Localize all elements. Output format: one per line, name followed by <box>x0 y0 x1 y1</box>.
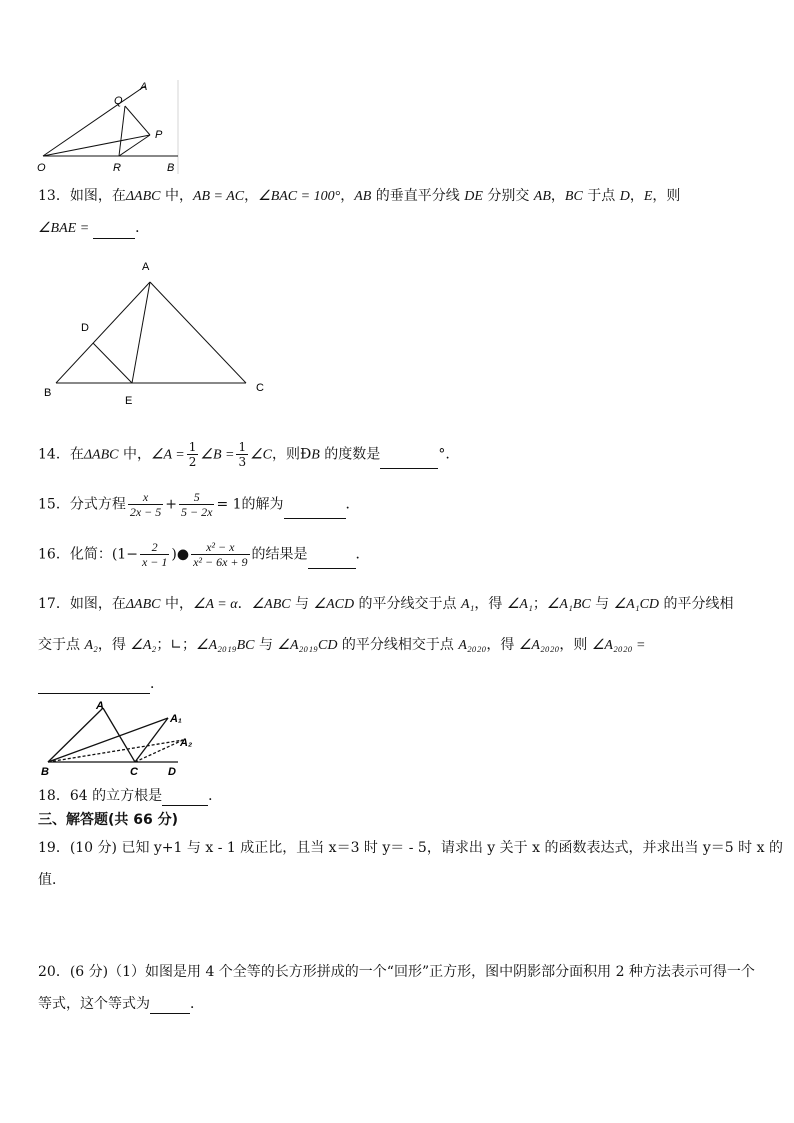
answer-blank <box>162 791 208 806</box>
answer-blank <box>380 454 438 469</box>
question-20-line2: 等式，这个等式为 ． <box>38 996 204 1012</box>
question-14: 14．在ΔABC 中，∠A = $\frac{1}{2}$ ∠B = $\frac{1}{3}$ ∠C，则ÐB 的度数是 °. <box>38 440 450 469</box>
question-17-line3: ． <box>38 674 164 694</box>
answer-blank <box>93 224 135 239</box>
question-19: 19．(10 分) 已知 y+1 与 x - 1 成正比，且当 x＝3 时 y＝ - 5，请求出 y 关于 x 的函数表达式，并求出当 y＝5 时 x 的 <box>38 840 783 856</box>
label-E: E <box>125 395 133 407</box>
fraction: $\frac{\text{x² − x}}{\text{x² − 6x + 9}}$ <box>193 540 248 569</box>
angle-figure <box>35 78 185 176</box>
answer-blank <box>284 504 346 519</box>
question-13: 13．如图，在ΔABC 中，AB = AC，∠BAC = 100°，AB 的垂直平分线 DE 分别交 AB，BC 于点 D，E，则 <box>38 188 681 204</box>
question-13-line2: ∠BAE = ． <box>38 218 149 239</box>
question-19-line2: 值． <box>38 872 66 888</box>
label-C: C <box>256 382 264 394</box>
question-16: 16．化简：(1− $\frac{2}{x - 1}$ )● $\frac{\text{x² − x}}{\text{x² − 6x + 9}}$ 的结果是 ． <box>38 540 370 569</box>
label-D: D <box>81 322 89 334</box>
label-A: A <box>140 81 148 93</box>
label-A1: A₁ <box>170 713 182 725</box>
label-B: B <box>44 387 52 399</box>
label-Q: Q <box>114 95 123 107</box>
question-18: 18．64 的立方根是 ． <box>38 788 223 804</box>
question-17-line2: 交于点 A₂，得 ∠A₂；∟；∠A₂₀₁₉BC 与 ∠A₂₀₁₉CD 的平分线相交于点 A₂₀₂₀，得 ∠A₂₀₂₀，则 ∠A₂₀₂₀ = <box>38 637 646 653</box>
triangle-figure-13 <box>36 255 276 410</box>
label-B: B <box>41 766 49 778</box>
question-20: 20．(6 分)（1）如图是用 4 个全等的长方形拼成的一个“回形”正方形，图中阴影部分面积用 2 种方法表示可得一个 <box>38 964 755 980</box>
question-15: 15．分式方程 $\frac{x}{2x - 5}$ + $\frac{5}{5 - 2x}$ = 1的解为 ． <box>38 490 360 519</box>
label-A2: A₂ <box>180 737 193 749</box>
answer-blank <box>150 999 190 1014</box>
fraction: $\frac{2}{x - 1}$ <box>141 540 168 569</box>
fraction: $\frac{1}{2}$ <box>188 440 197 469</box>
label-A: A <box>142 261 150 273</box>
answer-blank <box>308 554 356 569</box>
bisector-figure-17 <box>38 700 198 780</box>
fraction: $\frac{5}{5 - 2x}$ <box>181 490 213 519</box>
label-P: P <box>155 129 163 141</box>
label-A: A <box>96 700 104 712</box>
question-17: 17．如图，在ΔABC 中，∠A = α．∠ABC 与 ∠ACD 的平分线交于点 A₁，得 ∠A₁；∠A₁BC 与 ∠A₁CD 的平分线相 <box>38 596 734 612</box>
section-heading: 三、解答题(共 66 分) <box>38 812 179 828</box>
label-R: R <box>113 162 121 174</box>
label-C: C <box>130 766 138 778</box>
fraction: $\frac{x}{2x - 5}$ <box>129 490 162 519</box>
label-B: B <box>167 162 175 174</box>
answer-blank <box>38 679 150 694</box>
label-O: O <box>37 162 46 174</box>
fraction: $\frac{1}{3}$ <box>238 440 247 469</box>
label-D: D <box>168 766 176 778</box>
